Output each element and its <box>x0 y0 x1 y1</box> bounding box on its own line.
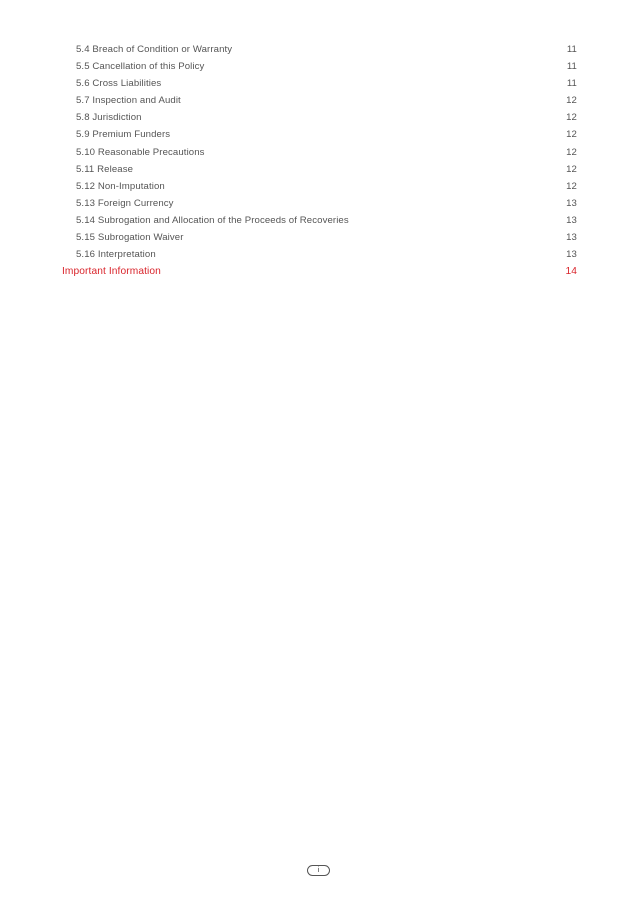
toc-entry-page: 12 <box>566 180 577 192</box>
toc-entry-label: 5.15 Subrogation Waiver <box>76 232 184 244</box>
toc-entry-5-4[interactable] <box>0 41 638 58</box>
toc-entry-page: 12 <box>566 163 577 175</box>
toc-entry-page: 12 <box>566 95 577 107</box>
toc-section-page: 14 <box>565 266 577 278</box>
toc-entry-page: 12 <box>566 129 577 141</box>
toc-entry-5-13[interactable] <box>0 195 638 212</box>
toc-entry-5-14[interactable] <box>0 212 638 229</box>
toc-entry-page: 12 <box>566 146 577 158</box>
toc-entry-5-6[interactable] <box>0 75 638 92</box>
page-number-badge: i <box>307 865 330 876</box>
toc-section-label: Important Information <box>62 266 161 278</box>
toc-entry-page: 11 <box>566 61 577 73</box>
toc-entry-5-11[interactable] <box>0 161 638 178</box>
toc-entry-page: 13 <box>566 197 577 209</box>
toc-entry-label: 5.11 Release <box>76 163 134 175</box>
toc-entry-label: 5.8 Jurisdiction <box>76 112 142 124</box>
toc-entry-label: 5.5 Cancellation of this Policy <box>76 61 205 73</box>
toc-entry-label: 5.14 Subrogation and Allocation of the Proceeds of Recoveries <box>76 214 349 226</box>
toc-entry-5-8[interactable] <box>0 109 638 126</box>
toc-entry-label: 5.4 Breach of Condition or Warranty <box>76 44 233 55</box>
toc-entry-page: 13 <box>566 249 577 261</box>
toc-entry-page: 11 <box>566 44 577 55</box>
toc-entry-label: 5.13 Foreign Currency <box>76 197 174 209</box>
toc-entry-page: 12 <box>566 112 577 124</box>
toc-entry-5-5[interactable] <box>0 58 638 75</box>
toc-entry-5-10[interactable] <box>0 144 638 161</box>
toc-entry-label: 5.6 Cross Liabilities <box>76 78 162 90</box>
toc-entry-5-12[interactable] <box>0 178 638 195</box>
toc-entry-label: 5.7 Inspection and Audit <box>76 95 181 107</box>
toc-entry-5-9[interactable] <box>0 126 638 143</box>
toc-entry-page: 13 <box>566 214 577 226</box>
toc-entry-page: 11 <box>566 78 577 90</box>
table-of-contents <box>0 41 638 280</box>
toc-entry-5-16[interactable] <box>0 246 638 263</box>
toc-entry-page: 13 <box>566 232 577 244</box>
toc-entry-5-15[interactable] <box>0 229 638 246</box>
toc-entry-label: 5.9 Premium Funders <box>76 129 171 141</box>
toc-entry-5-7[interactable] <box>0 92 638 109</box>
toc-entry-label: 5.16 Interpretation <box>76 249 156 261</box>
toc-entry-label: 5.10 Reasonable Precautions <box>76 146 205 158</box>
toc-section-important-information[interactable] <box>0 263 638 280</box>
toc-entry-label: 5.12 Non-Imputation <box>76 180 165 192</box>
